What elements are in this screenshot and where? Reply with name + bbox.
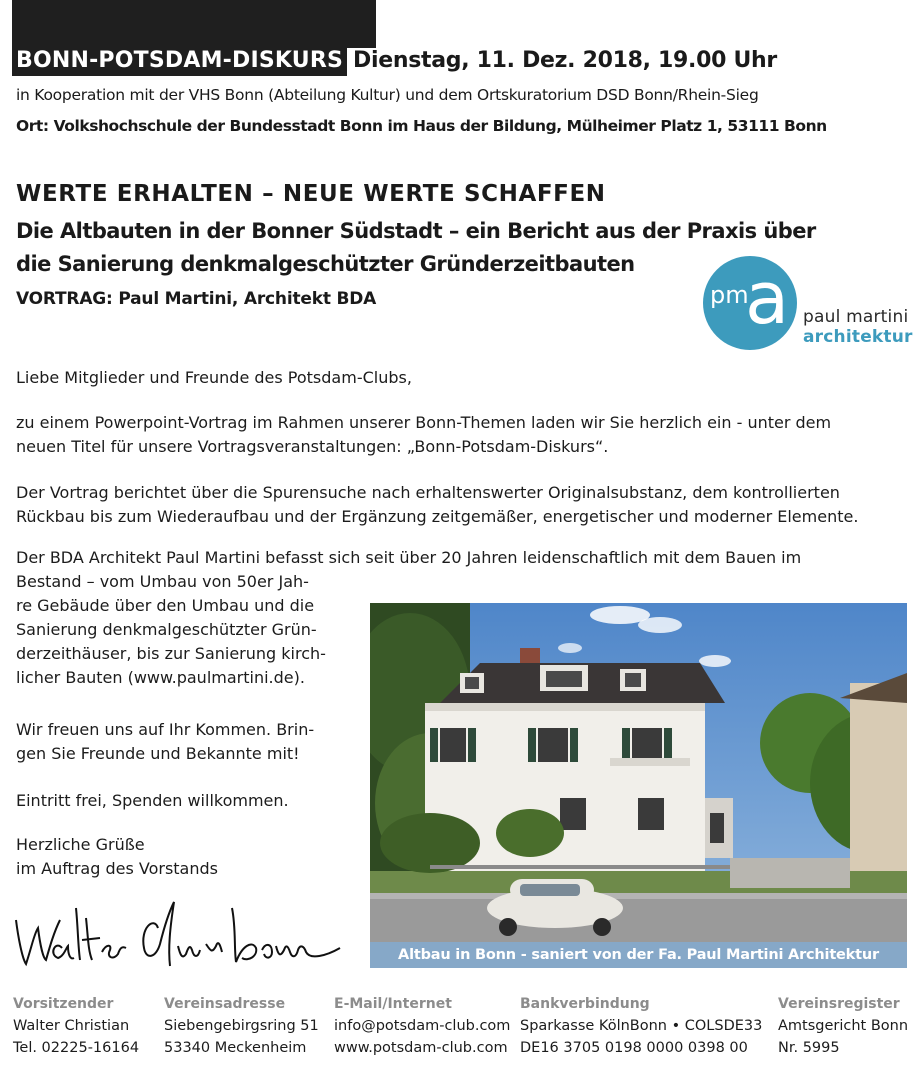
letter-closing <box>16 833 352 881</box>
architect-logo <box>703 256 913 352</box>
series-badge: BONN-POTSDAM-DISKURS <box>12 47 347 76</box>
house-photo <box>370 603 907 968</box>
paragraph-speaker-continued <box>16 570 352 690</box>
footer-contact <box>334 993 510 1059</box>
footer-chair <box>13 993 139 1059</box>
paragraph-line: Rückbau bis zum Wiederaufbau und der Ergänzung zeitgemäßer, energetischer und moderner Elemente. <box>16 507 859 526</box>
lecture-line: VORTRAG: Paul Martini, Architekt BDA <box>16 289 377 309</box>
paragraph-line: zu einem Powerpoint-Vortrag im Rahmen unserer Bonn-Themen laden wir Sie herzlich ein - unter dem <box>16 413 832 432</box>
footer-address <box>164 993 319 1059</box>
logo-monogram-pm: pm <box>710 281 749 309</box>
paragraph-line: licher Bauten (www.paulmartini.de). <box>16 668 305 687</box>
paragraph-speaker-intro <box>16 546 906 570</box>
paragraph-line: neuen Titel für unsere Vortragsveranstaltungen: „Bonn-Potsdam-Diskurs“. <box>16 437 609 456</box>
footer-heading: Vereinsadresse <box>164 996 286 1012</box>
logo-monogram-a: a <box>745 256 790 340</box>
paragraph-invitation <box>16 411 906 459</box>
house-photo-illustration <box>370 603 907 942</box>
footer-value: Siebengebirgsring 51 <box>164 1018 319 1034</box>
handwritten-signature <box>10 888 346 980</box>
paragraph-welcome <box>16 718 352 766</box>
footer-value: Amtsgericht Bonn <box>778 1018 909 1034</box>
header-black-bar <box>12 0 376 48</box>
footer-value: Tel. 02225-16164 <box>13 1040 140 1056</box>
talk-headline: WERTE ERHALTEN – NEUE WERTE SCHAFFEN <box>16 181 606 207</box>
paragraph-admission: Eintritt frei, Spenden willkommen. <box>16 791 289 810</box>
footer-value: Walter Christian <box>13 1018 130 1034</box>
talk-subtitle-line-2: die Sanierung denkmalgeschützter Gründerzeitbauten <box>16 252 635 276</box>
footer-register <box>778 993 908 1059</box>
logo-name: paul martini <box>803 307 909 327</box>
paragraph-line: Wir freuen uns auf Ihr Kommen. Brin- <box>16 720 315 739</box>
paragraph-line: Der BDA Architekt Paul Martini befasst sich seit über 20 Jahren leidenschaftlich mit dem Bauen im <box>16 548 802 567</box>
footer-value: Sparkasse KölnBonn • COLSDE33 <box>520 1018 763 1034</box>
footer-value: DE16 3705 0198 0000 0398 00 <box>520 1040 748 1056</box>
paragraph-talk-description <box>16 481 906 529</box>
footer-heading: Bankverbindung <box>520 996 650 1012</box>
paragraph-line: gen Sie Freunde und Bekannte mit! <box>16 744 300 763</box>
event-datetime: Dienstag, 11. Dez. 2018, 19.00 Uhr <box>353 48 777 73</box>
footer-value: 53340 Meckenheim <box>164 1040 307 1056</box>
logo-tagline: architektur <box>803 327 913 347</box>
letter-greeting: Liebe Mitglieder und Freunde des Potsdam-Clubs, <box>16 368 412 387</box>
paragraph-line: Sanierung denkmalgeschützter Grün- <box>16 620 317 639</box>
footer-heading: Vorsitzender <box>13 996 114 1012</box>
footer-heading: Vereinsregister <box>778 996 900 1012</box>
paragraph-line: re Gebäude über den Umbau und die <box>16 596 315 615</box>
closing-line: im Auftrag des Vorstands <box>16 859 218 878</box>
footer-heading: E-Mail/Internet <box>334 996 452 1012</box>
paragraph-line: derzeithäuser, bis zur Sanierung kirch- <box>16 644 326 663</box>
talk-subtitle-line-1: Die Altbauten in der Bonner Südstadt – ein Bericht aus der Praxis über <box>16 219 816 243</box>
cooperation-line: in Kooperation mit der VHS Bonn (Abteilung Kultur) und dem Ortskuratorium DSD Bonn/Rhein-Sieg <box>16 86 759 104</box>
event-line <box>12 47 777 76</box>
closing-line: Herzliche Grüße <box>16 835 145 854</box>
footer-bank <box>520 993 762 1059</box>
photo-caption: Altbau in Bonn - saniert von der Fa. Paul Martini Architektur <box>370 942 907 968</box>
footer-email: info@potsdam-club.com <box>334 1018 511 1034</box>
footer-value: Nr. 5995 <box>778 1040 840 1056</box>
venue-line: Ort: Volkshochschule der Bundesstadt Bonn im Haus der Bildung, Mülheimer Platz 1, 53111 Bonn <box>16 117 827 135</box>
paragraph-line: Bestand – vom Umbau von 50er Jah- <box>16 572 309 591</box>
paragraph-line: Der Vortrag berichtet über die Spurensuche nach erhaltenswerter Originalsubstanz, dem kontrollierten <box>16 483 840 502</box>
footer-url: www.potsdam-club.com <box>334 1040 508 1056</box>
